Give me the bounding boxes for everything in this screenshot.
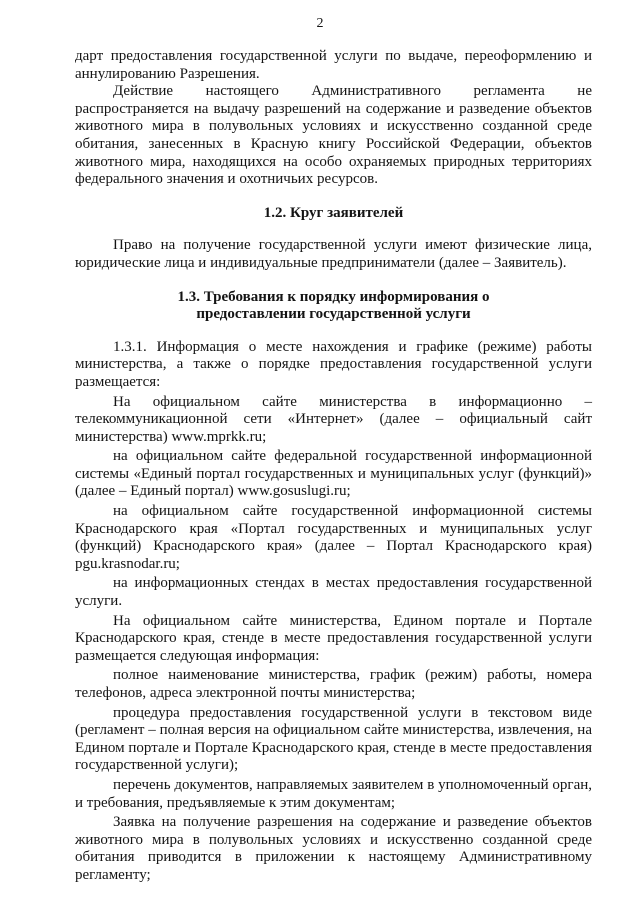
paragraph-applicants: Право на получение государственной услуги имеют физические лица, юридические лица и индивидуальные предприниматели (далее – Заявитель). [75,237,592,271]
paragraph-published-info: На официальном сайте министерства, Едином портале и Портале Краснодарского края, стенде в месте предоставления государственной услуги размещается следующая информация: [75,612,592,664]
document-body [75,48,592,885]
paragraph-unified-portal: на официальном сайте федеральной государственной информационной системы «Единый портал государственных и муниципальных услуг (функций)» (далее – Единый портал) www.gosuslugi.ru; [75,448,592,500]
paragraph-procedure: процедура предоставления государственной услуги в текстовом виде (регламент – полная версия на официальном сайте министерства, извлечения, на Едином портале и Портале Краснодарского края, стенде в месте предоставления государственной услуги); [75,704,592,774]
paragraph-1-3-1: 1.3.1. Информация о месте нахождения и графике (режиме) работы министерства, а также о порядке предоставления государственной услуги размещается: [75,338,592,390]
paragraph-regional-portal: на официальном сайте государственной информационной системы Краснодарского края «Портал государственных и муниципальных услуг (функций) Краснодарского края» (далее – Портал Краснодарского края) pgu.krasnodar.ru; [75,503,592,572]
paragraph-official-site: На официальном сайте министерства в информационно – телекоммуникационной сети «Интернет» (далее – официальный сайт министерства) www.mprkk.ru; [75,393,592,445]
paragraph-info-stands: на информационных стендах в местах предоставления государственной услуги. [75,575,592,610]
section-heading-text: 1.2. Круг заявителей [263,204,404,221]
section-heading-applicants [75,205,592,223]
section-heading-line-1: 1.3. Требования к порядку информирования о [177,288,490,305]
section-heading-line-2: предоставлении государственной услуги [196,306,471,323]
paragraph-continuation: дарт предоставления государственной услуги по выдаче, переоформлению и аннулированию Разрешения. [75,48,592,82]
paragraph-ministry-contacts: полное наименование министерства, график (режим) работы, номера телефонов, адреса электронной почты министерства; [75,667,592,701]
section-heading-informing [75,289,592,324]
paragraph-documents-list: перечень документов, направляемых заявителем в уполномоченный орган, и требования, предъявляемые к этим документам; [75,776,592,811]
page-number: 2 [316,16,324,31]
paragraph-scope: Действие настоящего Административного регламента не распространяется на выдачу разрешений на содержание и разведение объектов животного мира в полувольных условиях и искусственно созданной среде обитания, занесенных в Красную книгу Российской Федерации, объектов животного мира, находящихся на особо охраняемых природных территориях федерального значения и охотничьих ресурсов. [75,83,592,188]
paragraph-application-form: Заявка на получение разрешения на содержание и разведение объектов животного мира в полувольных условиях и искусственно созданной среде обитания приводится в приложении к настоящему Административному регламенту; [75,814,592,883]
